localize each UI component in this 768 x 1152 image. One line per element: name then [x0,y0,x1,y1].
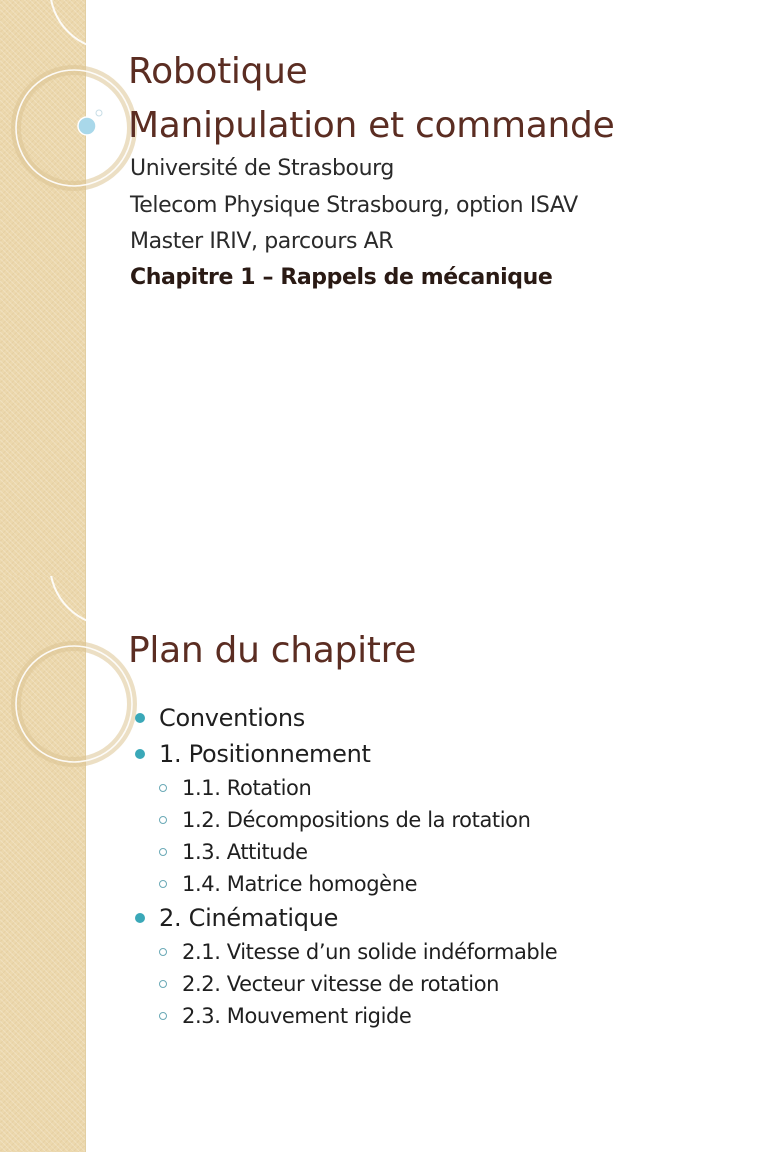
outline-subitem [134,936,557,968]
bullet-ring-icon [159,784,167,792]
outline-subitem-label: 1.4. Matrice homogène [182,872,418,896]
bullet-dot-icon [135,913,145,923]
outline-subitem [134,804,557,836]
bullet-ring-icon [159,848,167,856]
outline-subitem-label: 2.3. Mouvement rigide [182,1004,412,1028]
bullet-ring-icon [159,948,167,956]
bullet-ring-icon [159,1012,167,1020]
outline-item-label: 2. Cinématique [159,904,339,932]
slide-title: Plan du chapitre [128,630,417,671]
chapter-heading: Chapitre 1 – Rappels de mécanique [130,265,553,290]
bullet-ring-icon [159,980,167,988]
outline-subitem [134,968,557,1000]
outline-subitem-label: 1.2. Décompositions de la rotation [182,808,531,832]
outline-slide [0,576,768,1152]
decorative-circles-icon [0,576,150,806]
outline-list [134,700,557,1032]
outline-item [134,736,557,772]
outline-subitem [134,772,557,804]
slide-title-line2: Manipulation et commande [128,105,615,146]
bullet-ring-icon [159,880,167,888]
subtitle-school: Telecom Physique Strasbourg, option ISAV [130,193,578,218]
slide-title-line1: Robotique [128,51,308,92]
bullet-dot-icon [135,749,145,759]
outline-subitem [134,836,557,868]
subtitle-master: Master IRIV, parcours AR [130,229,394,254]
subtitle-university: Université de Strasbourg [130,156,394,181]
outline-item [134,900,557,936]
outline-subitem-label: 2.2. Vecteur vitesse de rotation [182,972,500,996]
bullet-dot-icon [135,713,145,723]
outline-subitem-label: 1.1. Rotation [182,776,312,800]
outline-subitem-label: 2.1. Vitesse d’un solide indéformable [182,940,558,964]
outline-item-label: Conventions [159,704,306,732]
bullet-ring-icon [159,816,167,824]
outline-item-label: 1. Positionnement [159,740,371,768]
outline-subitem-label: 1.3. Attitude [182,840,308,864]
outline-subitem [134,1000,557,1032]
outline-subitem [134,868,557,900]
outline-item [134,700,557,736]
